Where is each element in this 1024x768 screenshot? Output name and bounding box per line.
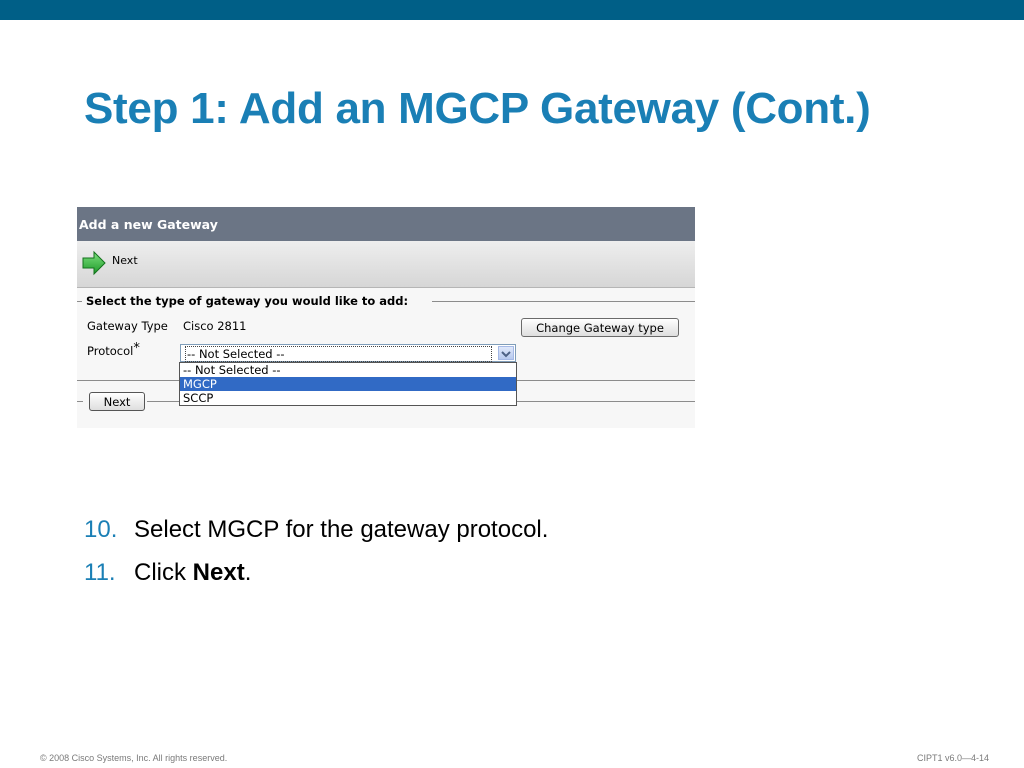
required-marker: * [133, 341, 140, 356]
change-gateway-type-button[interactable]: Change Gateway type [521, 318, 679, 337]
toolbar [77, 241, 695, 288]
footer-page-id: CIPT1 v6.0—4-14 [916, 753, 989, 763]
protocol-option-not-selected[interactable]: -- Not Selected -- [183, 363, 281, 377]
step-text [134, 559, 251, 586]
instruction-steps [84, 516, 548, 602]
fieldset-border [77, 401, 83, 402]
step-text-bold: Next [192, 559, 245, 586]
step-text-prefix: Click [134, 559, 193, 586]
section-legend: Select the type of gateway you would like to add: [86, 294, 409, 308]
protocol-label-text: Protocol [87, 344, 134, 358]
step-text: Select MGCP for the gateway protocol. [134, 516, 549, 543]
step-number: 10. [84, 516, 118, 543]
protocol-label [87, 341, 140, 359]
gateway-type-value: Cisco 2811 [183, 319, 247, 333]
slide-title: Step 1: Add an MGCP Gateway (Cont.) [84, 84, 871, 133]
protocol-option-sccp[interactable]: SCCP [183, 391, 214, 405]
fieldset-border [432, 301, 695, 302]
protocol-select-value: -- Not Selected -- [185, 346, 492, 362]
protocol-option-mgcp[interactable]: MGCP [180, 377, 516, 391]
protocol-dropdown-list [179, 362, 517, 406]
top-banner-bar [0, 0, 1024, 20]
gateway-screenshot [77, 207, 695, 428]
toolbar-next-link[interactable]: Next [112, 254, 138, 267]
gateway-type-label: Gateway Type [87, 319, 168, 333]
next-button[interactable]: Next [89, 392, 145, 411]
step-item [84, 559, 548, 602]
protocol-select[interactable] [180, 344, 516, 362]
fieldset-border [77, 301, 82, 302]
step-item [84, 516, 548, 559]
footer-copyright: © 2008 Cisco Systems, Inc. All rights reserved. [40, 753, 228, 763]
gateway-form [77, 288, 695, 428]
step-text-suffix: . [244, 559, 252, 586]
screen-header: Add a new Gateway [77, 207, 695, 241]
green-right-arrow-icon[interactable] [81, 250, 107, 276]
step-number: 11. [84, 559, 116, 586]
dropdown-arrow-icon[interactable] [498, 346, 514, 360]
